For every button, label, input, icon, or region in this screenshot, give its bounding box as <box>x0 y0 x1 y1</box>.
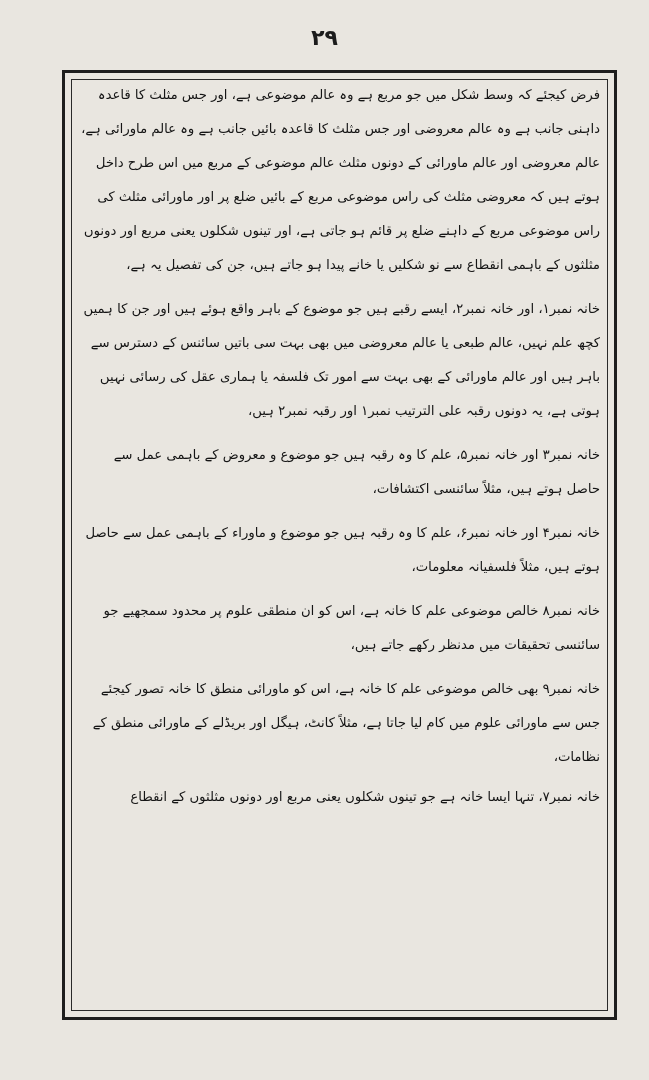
page-number: ۲۹ <box>311 26 338 51</box>
body-text <box>79 79 600 1011</box>
paragraph-area-7: خانہ نمبر۷، تنہا ایسا خانہ ہے جو تینوں شکلوں یعنی مربع اور دونوں مثلثوں کے انقطاع <box>130 790 600 805</box>
text-frame <box>62 70 617 1020</box>
paragraph-areas-1-2: خانہ نمبر۱، اور خانہ نمبر۲، ایسے رقبے ہیں جو موضوع کے باہر واقع ہوئے ہیں اور جن کا ہمیں کچھ علم نہیں، عالم طبعی یا عالم معروضی میں بھی بہت سی باتیں سائنس کے دسترس سے باہر ہیں اور عالم ماورائی کے بھی بہت سے امور تک فلسفہ یا ہماری عقل کی رسائی نہیں ہوتی ہے، یہ دونوں رقبہ علی الترتیب نمبر۱ اور رقبہ نمبر۲ ہیں، <box>83 302 600 419</box>
paragraph-area-8: خانہ نمبر۸ خالص موضوعی علم کا خانہ ہے، اس کو ان منطقی علوم پر محدود سمجھیے جو سائنسی تحقیقات میں مدنظر رکھے جاتے ہیں، <box>103 604 600 653</box>
paragraph-areas-4-6: خانہ نمبر۴ اور خانہ نمبر۶، علم کا وہ رقبہ ہیں جو موضوع و ماوراء کے باہمی عمل سے حاصل ہوتے ہیں، مثلاً فلسفیانہ معلومات، <box>85 526 600 575</box>
paragraph-areas-3-5: خانہ نمبر۳ اور خانہ نمبر۵، علم کا وہ رقبہ ہیں جو موضوع و معروض کے باہمی عمل سے حاصل ہوتے ہیں، مثلاً سائنسی اکتشافات، <box>113 448 600 497</box>
paragraph-area-9: خانہ نمبر۹ بھی خالص موضوعی علم کا خانہ ہے، اس کو ماورائی منطق کا خانہ تصور کیجئے جس سے ماورائی علوم میں کام لیا جاتا ہے، مثلاً کانٹ، ہیگل اور بریڈلے کے ماورائی منطق کے نظامات، <box>92 682 600 765</box>
paragraph-intro: فرض کیجئے کہ وسط شکل میں جو مربع ہے وہ عالم موضوعی ہے، اور جس مثلث کا قاعدہ داہنی جانب ہے وہ عالم معروضی اور جس مثلث کا قاعدہ بائیں جانب ہے وہ عالم ماورائی ہے، عالم معروضی اور عالم ماورائی کے دونوں مثلث عالم موضوعی کے مربع میں اس طرح داخل ہوتے ہیں کہ معروضی مثلث کی راس موضوعی مربع کے بائیں ضلع پر اور ماورائی مثلث کی راس موضوعی مربع کے داہنے ضلع پر قائم ہو جاتی ہے، اور تینوں شکلوں یعنی مربع اور دونوں مثلثوں کے باہمی انقطاع سے نو شکلیں یا خانے پیدا ہو جاتے ہیں، جن کی تفصیل یہ ہے، <box>81 88 600 273</box>
